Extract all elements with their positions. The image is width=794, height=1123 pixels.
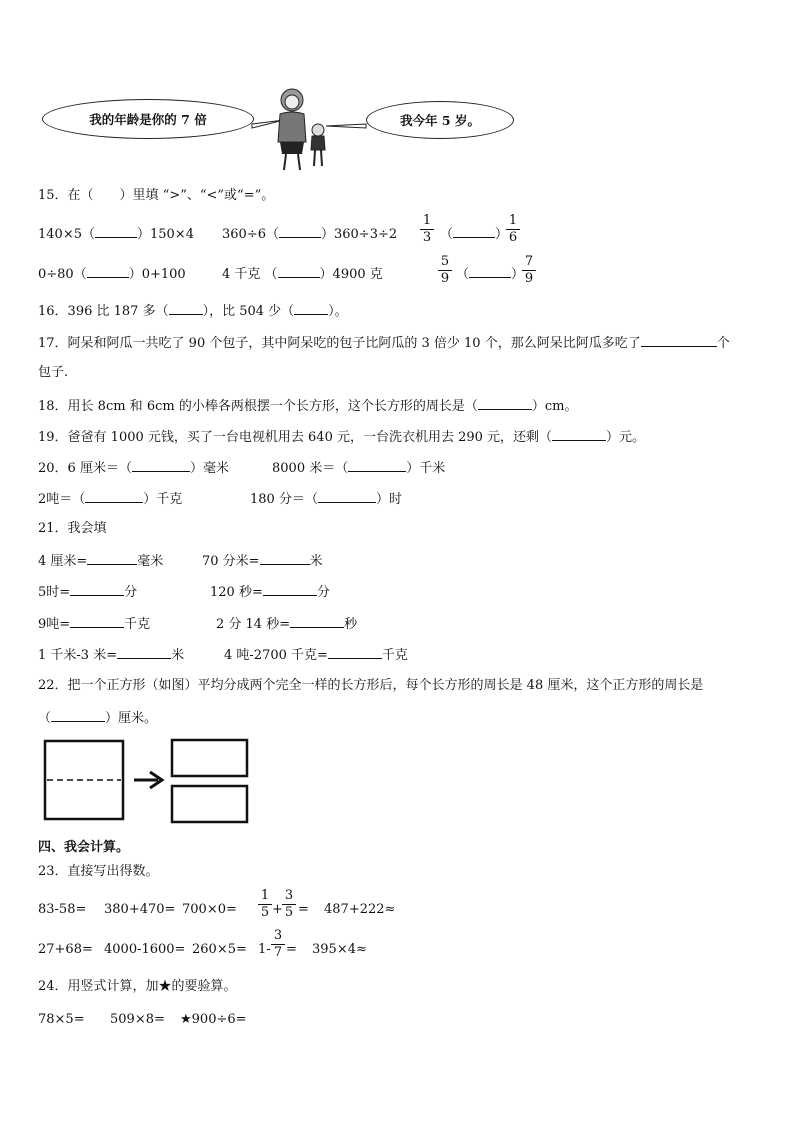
rectangle-top	[172, 740, 247, 776]
fraction-7-9: 7 9	[522, 255, 536, 286]
q15-r1c2: 360÷6（ ）360÷3÷2	[222, 227, 398, 242]
fraction-1-3: 1 3	[420, 214, 434, 245]
q20-r2a: 2吨＝（ ）千克	[38, 492, 183, 507]
answer-blank[interactable]	[478, 397, 532, 410]
q17-line2: 包子.	[38, 365, 69, 380]
answer-blank[interactable]	[87, 552, 137, 565]
q23-title: 23．直接写出得数。	[38, 864, 159, 879]
fraction-3-7: 3 7	[271, 929, 285, 960]
q20-r1b: 8000 米＝（ ）千米	[272, 461, 446, 476]
q21-r3a: 9吨= 千克	[38, 617, 151, 632]
q21-r1a: 4 厘米= 毫米	[38, 554, 164, 569]
q21-title: 21．我会填	[38, 521, 107, 536]
q15-r2c3-blank: （ ）	[456, 267, 525, 282]
fraction-3-5: 3 5	[282, 889, 296, 920]
answer-blank[interactable]	[87, 265, 129, 278]
answer-blank[interactable]	[263, 583, 317, 596]
equals-sign: =	[298, 902, 309, 917]
answer-blank[interactable]	[132, 459, 190, 472]
rectangle-bottom	[172, 786, 247, 822]
q23-r2-item2: 4000-1600=	[104, 942, 186, 957]
mother-and-child-illustration	[240, 84, 370, 176]
answer-blank[interactable]	[95, 225, 137, 238]
q23-r2-item5: 395×4≈	[312, 942, 367, 957]
answer-blank[interactable]	[51, 709, 105, 722]
q15-r2c1: 0÷80（ ）0+100	[38, 267, 186, 282]
q21-r4a: 1 千米-3 米= 米	[38, 648, 185, 663]
q20-r1a: 20．6 厘米＝（ ）毫米	[38, 461, 229, 476]
q21-r4b: 4 吨-2700 千克= 千克	[224, 648, 408, 663]
q15-title: 15．在（ ）里填 “>”、“<”或“=”。	[38, 188, 275, 203]
answer-blank[interactable]	[70, 615, 124, 628]
q19: 19．爸爸有 1000 元钱，买了一台电视机用去 640 元，一台洗衣机用去 290 元，还剩（ ）元。	[38, 430, 646, 445]
fraction-1-5: 1 5	[258, 889, 272, 920]
q21-r2b: 120 秒= 分	[210, 585, 330, 600]
plus-sign: +	[272, 902, 283, 917]
answer-blank[interactable]	[117, 646, 171, 659]
answer-blank[interactable]	[85, 490, 143, 503]
square-split-diagram	[40, 736, 255, 824]
q20-r2b: 180 分＝（ ）时	[250, 492, 402, 507]
bubble-left-text: 我的年龄是你的 7 倍	[89, 112, 207, 127]
section-4-heading: 四、我会计算。	[38, 840, 130, 855]
q21-r2a: 5时= 分	[38, 585, 138, 600]
bubble-right-text: 我今年 5 岁。	[400, 113, 480, 128]
q21-r1b: 70 分米= 米	[202, 554, 323, 569]
q24-title: 24．用竖式计算，加★的要验算。	[38, 979, 237, 994]
answer-blank[interactable]	[260, 552, 310, 565]
answer-blank[interactable]	[278, 265, 320, 278]
answer-blank[interactable]	[552, 428, 606, 441]
answer-blank[interactable]	[279, 225, 321, 238]
answer-blank[interactable]	[294, 302, 328, 315]
q24-item1: 78×5=	[38, 1012, 85, 1027]
q24-item2: 509×8=	[110, 1012, 165, 1027]
answer-blank[interactable]	[348, 459, 406, 472]
arrow-icon	[134, 772, 162, 788]
one-minus: 1-	[258, 942, 271, 957]
equals-sign-2: =	[286, 942, 297, 957]
fraction-1-6: 1 6	[506, 214, 520, 245]
q22-line2: （ ）厘米。	[38, 711, 158, 726]
q23-r1-item5: 487+222≈	[324, 902, 396, 917]
q23-r2-item1: 27+68=	[38, 942, 93, 957]
fraction-5-9: 5 9	[438, 255, 452, 286]
q22-line1: 22．把一个正方形（如图）平均分成两个完全一样的长方形后，每个长方形的周长是 48 厘米，这个正方形的周长是	[38, 678, 704, 693]
answer-blank[interactable]	[70, 583, 124, 596]
q23-r1-item2: 380+470=	[104, 902, 176, 917]
q23-r1-item1: 83-58=	[38, 902, 87, 917]
q21-r3b: 2 分 14 秒= 秒	[216, 617, 358, 632]
q18: 18．用长 8cm 和 6cm 的小棒各两根摆一个长方形，这个长方形的周长是（ ）cm。	[38, 399, 578, 414]
answer-blank[interactable]	[290, 615, 344, 628]
answer-blank[interactable]	[169, 302, 203, 315]
q23-r1-item3: 700×0=	[182, 902, 237, 917]
speech-bubble-right	[366, 101, 514, 139]
speech-bubble-left	[42, 99, 254, 139]
q24-item3: ★900÷6=	[180, 1012, 247, 1027]
q16: 16．396 比 187 多（ ），比 504 少（ ）。	[38, 304, 348, 319]
q15-r1c3-blank: （ ）	[440, 227, 509, 242]
q17-line1: 17．阿呆和阿瓜一共吃了 90 个包子，其中阿呆吃的包子比阿瓜的 3 倍少 10 个，那么阿呆比阿瓜多吃了 个	[38, 336, 730, 351]
q15-r1c1: 140×5（ ）150×4	[38, 227, 194, 242]
answer-blank[interactable]	[318, 490, 376, 503]
q23-r2-item3: 260×5=	[192, 942, 247, 957]
answer-blank[interactable]	[641, 334, 717, 347]
answer-blank[interactable]	[453, 225, 495, 238]
answer-blank[interactable]	[328, 646, 382, 659]
answer-blank[interactable]	[469, 265, 511, 278]
q15-r2c2: 4 千克 （ ）4900 克	[222, 267, 383, 282]
